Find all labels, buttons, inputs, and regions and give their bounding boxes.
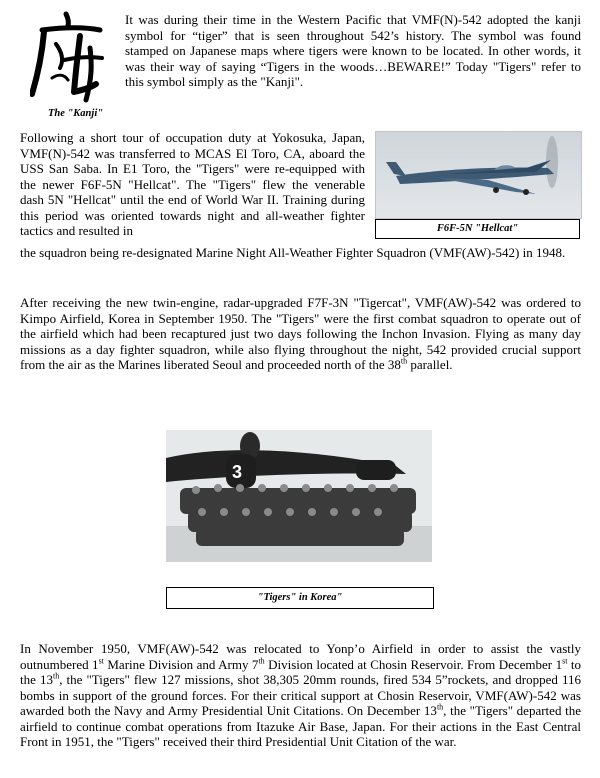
yonpo-text-5: , the "Tigers" flew 127 missions, shot 38,305 20mm rounds, fired 534 5”rockets, and dropped 116 bombs in support of the ground forces. For their critical support at Chosin Reservoir, VMF(AW)-542 was awarded both the Navy and Army Presidential Unit Citations. On December 13	[20, 672, 581, 718]
yokosuka-paragraph-part2: the squadron being re-designated Marine Night All-Weather Fighter Squadron (VMF(AW)-542) in 1948.	[20, 245, 566, 260]
kanji-tiger-icon	[30, 8, 110, 103]
korea-group-image	[166, 430, 432, 562]
kanji-tiger-symbol	[30, 8, 110, 103]
korea-caption: "Tigers" in Korea"	[166, 587, 434, 609]
tigercat-text-1: After receiving the new twin-engine, radar-upgraded F7F-3N "Tigercat", VMF(AW)-542 was ordered to Kimpo Airfield, Korea in September 1950. The "Tigers" were the first combat squadron to operate out of the airfield which had been recaptured just two days following the Inchon Invasion. Flying as many day missions as a day fighter squadron, while also flying throughout the night, 542 provided crucial support from the air as the Marines liberated Seoul and proceeded north of the 38	[20, 295, 581, 372]
hellcat-photo	[375, 131, 582, 219]
yonpo-text-2: Marine Division and Army 7	[103, 656, 259, 672]
aircraft-number: 3	[232, 462, 243, 482]
yonpo-sup-5: th	[436, 702, 444, 712]
yonpo-text-1: In November 1950, VMF(AW)-542 was relocated to Yonp’o Airfield in order to assist the vastly outnumbered 1	[20, 641, 581, 672]
tigercat-paragraph	[20, 295, 581, 373]
yonpo-sup-3: st	[562, 656, 568, 666]
yonpo-sup-2: th	[258, 656, 265, 666]
intro-paragraph: It was during their time in the Western Pacific that VMF(N)-542 adopted the kanji symbol for “tiger” that is seen throughout 542’s history. The symbol was found stamped on Japanese maps where tigers were known to be located. In other words, it was their way of saying “Tigers in the woods…BEWARE!” Today "Tigers" refer to this symbol simply as the "Kanji".	[125, 12, 581, 89]
tigers-in-korea-photo	[166, 430, 432, 562]
tigercat-text-2: parallel.	[407, 357, 453, 372]
yonpo-text-6: , the "Tigers" departed the airfield to continue combat operations from Itazuke Air Base, Japan. For their actions in the East Central Front in 1951, the "Tigers" received their third Presidential Unit Citation of the war.	[20, 703, 581, 749]
yonpo-sup-1: st	[98, 656, 104, 666]
yonpo-text-4: to the 13	[20, 656, 581, 687]
hellcat-caption: F6F-5N "Hellcat"	[375, 219, 580, 239]
hellcat-aircraft-image	[376, 132, 581, 218]
yokosuka-paragraph-part1: Following a short tour of occupation duty at Yokosuka, Japan, VMF(N)-542 was transferred to MCAS El Toro, CA, aboard the USS San Saba. In E1 Toro, the "Tigers" were re-equipped with the newer F6F-5N "Hellcat". The "Tigers" flew the venerable dash 5N "Hellcat" until the end of World War II. Training during this period was oriented towards night and all-weather fighter tactics and resulted in	[20, 130, 365, 238]
yonpo-sup-4: th	[52, 671, 60, 681]
tigercat-sup: th	[400, 356, 408, 366]
yonpo-paragraph	[20, 641, 581, 750]
kanji-caption: The "Kanji"	[47, 108, 104, 119]
yonpo-text-3: Division located at Chosin Reservoir. From December 1	[264, 656, 563, 672]
